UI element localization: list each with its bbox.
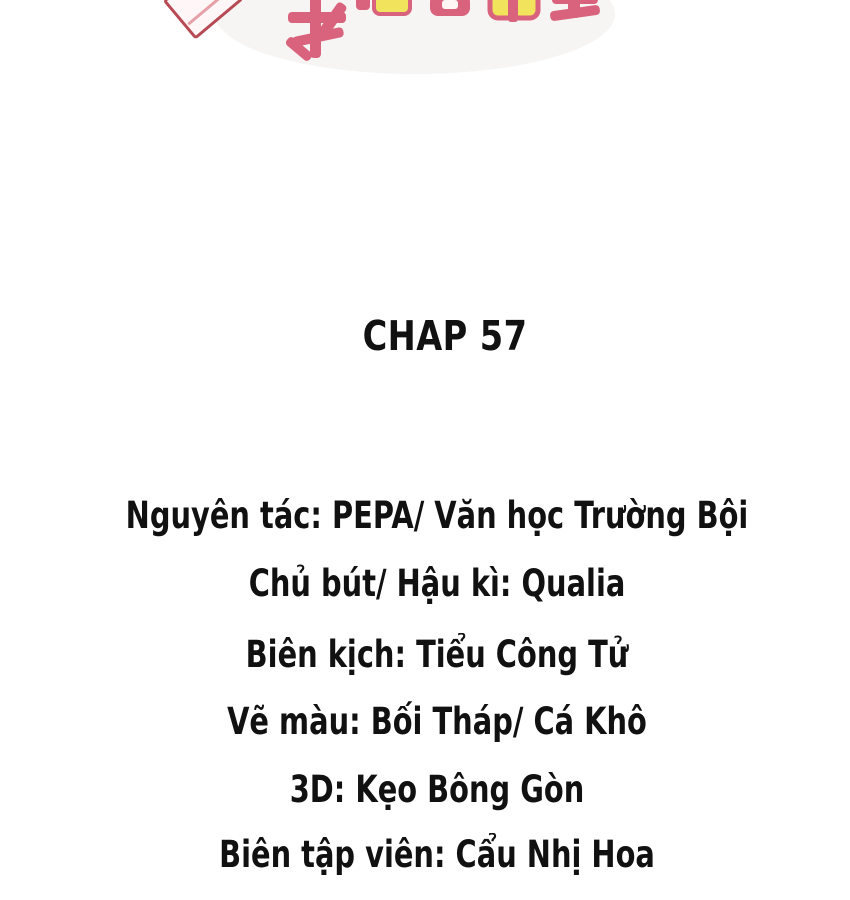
chapter-title: CHAP 57 (362, 312, 528, 360)
credits-list (0, 484, 850, 891)
credit-colorist: Vẽ màu: Bối Tháp/ Cá Khô (227, 700, 647, 743)
credit-screenwriter: Biên kịch: Tiểu Công Tử (245, 633, 629, 676)
credit-original-work: Nguyên tác: PEPA/ Văn học Trường Bội (125, 494, 749, 537)
credit-editor: Biên tập viên: Cẩu Nhị Hoa (219, 833, 655, 876)
logo-glyph-3-icon (430, 0, 470, 16)
credit-3d-artist: 3D: Kẹo Bông Gòn (289, 768, 585, 811)
comic-title-logo-icon (160, 0, 630, 84)
credit-editor-in-chief: Chủ bút/ Hậu kì: Qualia (248, 562, 626, 605)
logo-glyph-4-icon (490, 0, 538, 22)
